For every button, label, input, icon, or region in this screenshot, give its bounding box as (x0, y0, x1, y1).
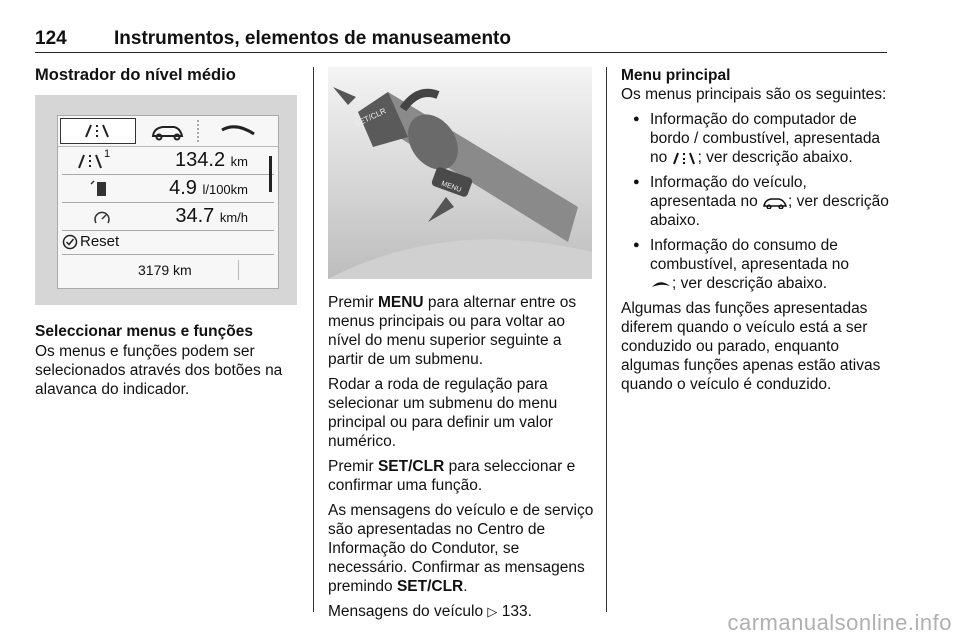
menu-tab-bar (58, 116, 278, 147)
average-speed-value: 34.7 km/h (175, 205, 248, 227)
set-clr-button-label: SET/CLR (353, 106, 388, 129)
vehicle-icon (762, 195, 788, 209)
right-column-text (621, 66, 889, 400)
indicator-stalk-image (328, 67, 592, 279)
menu-button-label: MENU (440, 180, 463, 194)
column-divider (313, 67, 314, 612)
row-separator (62, 254, 274, 255)
trip-computer-icon (672, 151, 698, 165)
odometer-row (58, 256, 278, 284)
list-item: ● Informação do computador de bordo / combustível, apresentada no ; ver descrição abaixo. (621, 110, 889, 167)
odometer-value: 3179 km (138, 262, 192, 278)
column-divider (606, 67, 607, 612)
list-item: ● Informação do consumo de combustível, apresentada no ; ver descrição abaixo. (621, 236, 889, 293)
trip-distance-row (58, 146, 278, 174)
odometer-divider (238, 260, 239, 280)
stalk-illustration (328, 67, 592, 279)
driver-info-screen (57, 115, 279, 289)
wheel-paragraph: Rodar a roda de regulação para selecionar um submenu do menu principal ou para definir um valor numérico. (328, 376, 558, 450)
fuel-pump-icon (88, 179, 112, 199)
list-item: ● Informação do veículo, apresentada no ; ver descrição abaixo. (621, 173, 889, 230)
page-number: 124 (35, 28, 67, 49)
trip-distance-value: 134.2 km (175, 149, 248, 171)
chapter-title: Instrumentos, elementos de manuseamento (114, 28, 511, 49)
check-circle-icon (62, 234, 78, 250)
watermark: carmanualsonline.info (727, 610, 952, 635)
eco-leaf-icon (650, 277, 672, 291)
messages-paragraph: As mensagens do veículo e de serviço são apresentadas no Centro de Informação do Condutor, se necessário. Confirmar as mensagens premindo SET/CLR. (328, 502, 594, 595)
select-menus-subtitle: Seleccionar menus e funções (35, 323, 253, 340)
page-header (35, 26, 887, 53)
average-speed-row (58, 202, 278, 230)
menu-tab-icons (58, 116, 278, 146)
vehicle-messages-reference: Mensagens do veículo ▷ 133. (328, 603, 532, 620)
fuel-consumption-value: 4.9 l/100km (169, 177, 248, 199)
select-menus-paragraph: Os menus e funções podem ser selecionados através dos botões na alavanca do indicador. (35, 343, 283, 398)
main-menu-intro: Os menus principais são os seguintes: (621, 86, 887, 103)
page-reference-icon: ▷ (487, 604, 498, 619)
speedometer-icon (88, 207, 114, 227)
main-menu-title: Menu principal (621, 67, 731, 84)
menu-paragraph: Premir MENU para alternar entre os menus principais ou para voltar ao nível do menu superior seguinte a partir de um submenu. (328, 294, 577, 368)
instrument-display-image (35, 95, 297, 305)
fuel-consumption-row (58, 174, 278, 202)
closing-paragraph: Algumas das funções apresentadas diferem quando o veículo está a ser conduzido ou parado, enquanto algumas funções apenas estão ativas quando o veículo é conduzido. (621, 300, 881, 393)
trip-superscript: 1 (104, 148, 111, 160)
reset-row (58, 231, 278, 253)
section-title: Mostrador do nível médio (35, 66, 236, 84)
middle-column-text (328, 293, 598, 627)
set-clr-paragraph: Premir SET/CLR para seleccionar e confirmar uma função. (328, 458, 576, 494)
main-menu-list (621, 110, 889, 293)
reset-label: Reset (80, 233, 120, 250)
